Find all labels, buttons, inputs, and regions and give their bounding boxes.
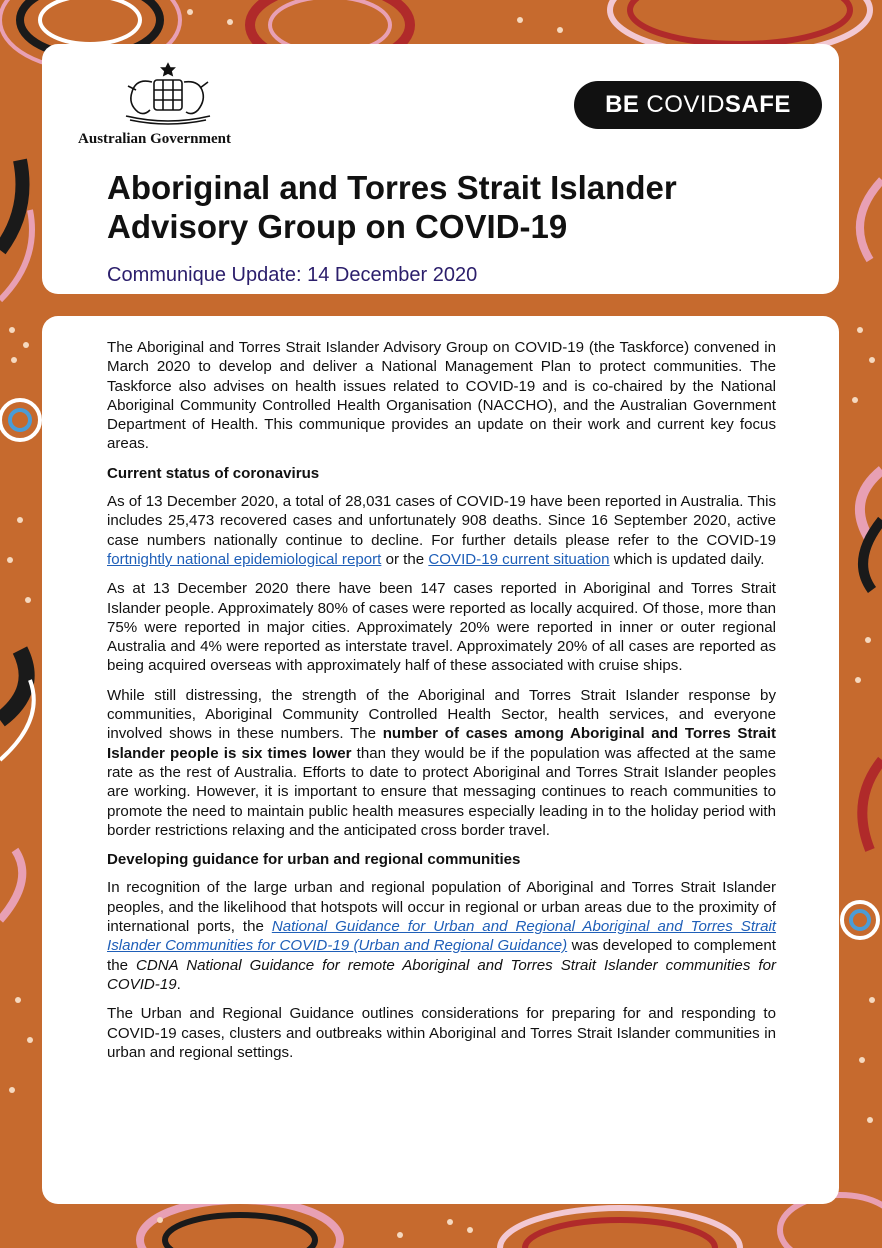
- text: As of 13 December 2020, a total of 28,031 cases of COVID-19 have been reported in Australia. This includes 25,473 recovered cases and unfortunately 908 deaths. Since 16 September 2020, active case numbers nationally continue to decline. For further details please refer to the COVID-19: [107, 493, 776, 549]
- text: While still distressing, the strength of the Aboriginal and Torres Strait Islander response by communities, Aboriginal Community Controlled Health Sector, health services, and everyone involved shows in these numbers. The: [107, 686, 776, 743]
- section-heading-current-status: Current status of coronavirus: [107, 464, 320, 482]
- content-card: [42, 316, 839, 1204]
- text: was developed to complement the: [107, 937, 776, 974]
- italic-text: CDNA National Guidance for remote Aboriginal and Torres Strait Islander communities for COVID-19: [107, 956, 776, 993]
- badge-be: BE: [605, 91, 640, 118]
- badge-covid: COVID: [646, 91, 725, 118]
- communique-body: [107, 338, 776, 1072]
- link-text: National Guidance for Urban and Regional Aboriginal and Torres Strait Islander Communities for COVID-19 (Urban and Regional Guidance): [107, 918, 777, 955]
- intro-paragraph: The Aboriginal and Torres Strait Islander Advisory Group on COVID-19 (the Taskforce) convened in March 2020 to develop and deliver a National Management Plan to protect communities. The Taskforce also advises on health issues related to COVID-19 and is co-chaired by the National Aboriginal Community Controlled Health Organisation (NACCHO), and the Australian Government Department of Health. This communique provides an update on their work and current key focus areas.: [107, 339, 776, 453]
- text: which is updated daily.: [609, 550, 765, 568]
- bold-text: number of cases among Aboriginal and Torres Strait Islander people is six times lower: [107, 725, 776, 762]
- text: .: [176, 975, 181, 993]
- header-card: [42, 44, 839, 294]
- government-name: Australian Government: [78, 131, 231, 147]
- status-paragraph-3: [107, 686, 776, 840]
- epidemiological-report-link[interactable]: fortnightly national epidemiological report: [107, 550, 382, 568]
- text: In recognition of the large urban and regional population of Aboriginal and Torres Strait Islander peoples, and the likelihood that hotspots will occur in regional or urban areas due to the proximity of international ports, the: [107, 879, 776, 936]
- text: than they would be if the population was affected at the same rate as the rest of Australia. Efforts to date to protect Aboriginal and Torres Strait Islander peoples are working. However, it is important to ensure that messaging continues to reach communities to promote the need to maintain public health measures especially leading in to the holiday period with border restrictions relaxing and the anticipated cross border travel.: [107, 744, 776, 839]
- coat-of-arms-icon: [106, 60, 230, 128]
- current-situation-link[interactable]: COVID-19 current situation: [428, 550, 610, 568]
- text: or the: [381, 550, 429, 568]
- page-subtitle: Communique Update: 14 December 2020: [107, 264, 478, 286]
- guidance-paragraph-2: The Urban and Regional Guidance outlines considerations for preparing for and responding to COVID-19 cases, clusters and outbreaks within Aboriginal and Torres Strait Islander communities in urban and regional settings.: [107, 1005, 776, 1061]
- section-heading-guidance: Developing guidance for urban and regional communities: [107, 851, 521, 869]
- be-covidsafe-badge: [574, 81, 822, 129]
- badge-safe: SAFE: [724, 91, 791, 118]
- page-title: Aboriginal and Torres Strait Islander Advisory Group on COVID-19: [107, 169, 677, 245]
- status-paragraph-1: [107, 492, 776, 569]
- guidance-paragraph-1: [107, 878, 776, 994]
- status-paragraph-2: As at 13 December 2020 there have been 147 cases reported in Aboriginal and Torres Strait Islander people. Approximately 80% of cases were reported as locally acquired. Of those, more than 75% were reported in major cities. Approximately 20% were reported in inner or outer regional Australia and 4% were reported as interstate travel. Approximately 20% of all cases are reported as being acquired overseas with approximately half of these associated with cruise ships.: [107, 580, 776, 675]
